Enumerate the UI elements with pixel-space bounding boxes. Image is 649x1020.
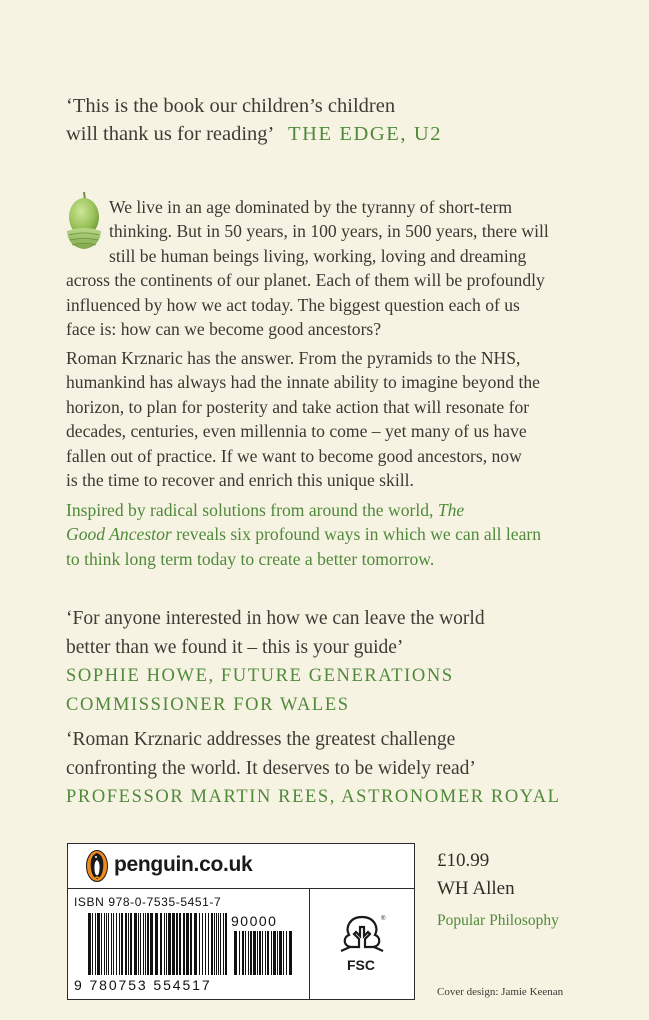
publisher: WH Allen: [437, 878, 515, 899]
blurb-p2-line: Roman Krznaric has the answer. From the pyramids to the NHS,: [66, 348, 521, 368]
addon-barcode-bars: [234, 931, 294, 975]
barcode-bar: [267, 931, 269, 975]
barcode-bar: [95, 913, 96, 975]
quote-2-attribution: COMMISSIONER FOR WALES: [66, 695, 350, 715]
barcode-bar: [223, 913, 224, 975]
price-code: 90000: [231, 913, 278, 929]
barcode-bar: [202, 913, 203, 975]
barcode-bar: [248, 931, 249, 975]
barcode-bar: [145, 913, 146, 975]
barcode-bar: [186, 913, 189, 975]
blurb-paragraph-3: [66, 498, 626, 571]
barcode-bar: [250, 931, 252, 975]
barcode-bar: [97, 913, 100, 975]
barcode-bar: [286, 931, 287, 975]
barcode-bar: [176, 913, 178, 975]
barcode-bar: [245, 931, 246, 975]
barcode-bar: [289, 931, 292, 975]
book-title-part: Good Ancestor: [66, 524, 172, 545]
barcode-bar: [179, 913, 181, 975]
barcode-bar: [239, 931, 240, 975]
barcode-bar: [205, 913, 206, 975]
barcode-bar: [277, 931, 278, 975]
quote-3-line: confronting the world. It deserves to be widely read’: [66, 757, 476, 779]
barcode-bar: [113, 913, 114, 975]
barcode-bar: [92, 913, 93, 975]
barcode-bar: [194, 913, 197, 975]
quote-3-line: ‘Roman Krznaric addresses the greatest challenge: [66, 729, 456, 750]
isbn-text: ISBN 978-0-7535-5451-7: [74, 895, 222, 909]
barcode-bar: [128, 913, 129, 975]
barcode-bar: [218, 913, 219, 975]
quote-2-line: ‘For anyone interested in how we can leave the world: [66, 608, 485, 629]
category: Popular Philosophy: [437, 912, 559, 929]
fsc-label: FSC: [347, 957, 375, 973]
barcode-bar: [104, 913, 105, 975]
barcode-bar: [211, 913, 213, 975]
blurb-p1-line: influenced by how we act today. The biggest question each of us: [66, 294, 520, 315]
blurb-p2-line: is the time to recover and enrich this unique skill.: [66, 470, 414, 491]
blurb-p1-line: across the continents of our planet. Each of them will be profoundly: [66, 270, 545, 291]
barcode-bar: [279, 931, 282, 975]
barcode-bar: [130, 913, 132, 975]
isbn-area: [68, 889, 310, 999]
barcode-digits: 9 780753 554517: [74, 977, 212, 993]
barcode-bar: [116, 913, 117, 975]
barcode-bar: [101, 913, 102, 975]
blurb-paragraph-1: [66, 195, 626, 341]
barcode-box: [67, 843, 415, 1000]
barcode-bar: [208, 913, 209, 975]
website-link[interactable]: penguin.co.uk: [114, 853, 253, 876]
barcode-bar: [214, 913, 215, 975]
barcode-bar: [155, 913, 158, 975]
quote-2: [66, 604, 485, 720]
blurb-p2-line: decades, centuries, even millennia to come – yet many of us have: [66, 421, 527, 442]
barcode-bar: [273, 931, 276, 975]
barcode-bar: [168, 913, 171, 975]
blurb-p1-line: thinking. But in 50 years, in 100 years, in 500 years, there will: [109, 221, 549, 242]
barcode-bar: [111, 913, 112, 975]
barcode-bar: [164, 913, 165, 975]
barcode-bar: [125, 913, 127, 975]
barcode-bar: [134, 913, 137, 975]
blurb-p3-text: Inspired by radical solutions from around the world,: [66, 500, 438, 520]
price: £10.99: [437, 850, 490, 871]
barcode-bar: [234, 931, 237, 975]
barcode-bar: [143, 913, 144, 975]
barcode-bar: [150, 913, 153, 975]
barcode-bar: [108, 913, 109, 975]
blurb-p2-line: humankind has always had the innate ability to imagine beyond the: [66, 372, 540, 393]
book-title-part: The: [437, 500, 465, 520]
barcode-bar: [199, 913, 200, 975]
blurb-paragraph-2: [66, 346, 626, 492]
barcode-bar: [166, 913, 167, 975]
barcode-bar: [220, 913, 221, 975]
barcode-bar: [172, 913, 175, 975]
blurb-p1-line: still be human beings living, working, loving and dreaming: [109, 245, 527, 266]
blurb-p2-line: horizon, to plan for posterity and take action that will resonate for: [66, 396, 530, 417]
blurb-p1-line: face is: how can we become good ancestors?: [66, 319, 382, 340]
barcode-bar: [259, 931, 261, 975]
barcode-bar: [253, 931, 256, 975]
blurb-p2-line: fallen out of practice. If we want to become good ancestors, now: [66, 445, 522, 466]
barcode-bar: [242, 931, 244, 975]
barcode-bar: [190, 913, 192, 975]
barcode-bar: [283, 931, 284, 975]
barcode-bar: [262, 931, 263, 975]
barcode-bars: [88, 913, 228, 975]
barcode-bar: [216, 913, 217, 975]
barcode-bar: [225, 913, 227, 975]
barcode-bar: [147, 913, 149, 975]
quote-3-attribution: PROFESSOR MARTIN REES, ASTRONOMER ROYAL: [66, 787, 561, 807]
top-quote: [66, 92, 442, 148]
quote-2-attribution: SOPHIE HOWE, FUTURE GENERATIONS: [66, 666, 454, 686]
barcode-bar: [265, 931, 266, 975]
barcode-bar: [183, 913, 185, 975]
quote-3: [66, 726, 561, 812]
cover-credit: Cover design: Jamie Keenan: [437, 986, 564, 998]
barcode-bar: [257, 931, 258, 975]
blurb-p3-text: to think long term today to create a better tomorrow.: [66, 548, 435, 569]
fsc-tree-icon: [337, 913, 387, 953]
quote-2-line: better than we found it – this is your guide’: [66, 637, 404, 658]
svg-text:®: ®: [381, 916, 386, 922]
penguin-header: [68, 844, 414, 889]
barcode-bar: [160, 913, 162, 975]
barcode-bar: [121, 913, 123, 975]
barcode-bar: [140, 913, 141, 975]
top-quote-line1: ‘This is the book our children’s children: [66, 95, 396, 117]
barcode-bar: [271, 931, 272, 975]
blurb-p3-text: reveals six profound ways in which we can all learn: [171, 524, 542, 545]
barcode-bar: [106, 913, 107, 975]
barcode-bar: [138, 913, 139, 975]
blurb-p1-line: We live in an age dominated by the tyranny of short-term: [109, 197, 513, 217]
barcode-bar: [119, 913, 120, 975]
top-quote-line2: will thank us for reading’: [66, 123, 273, 145]
penguin-logo-icon: [86, 850, 108, 882]
fsc-area: [311, 889, 414, 999]
barcode-bar: [88, 913, 91, 975]
top-quote-attribution: THE EDGE, U2: [287, 123, 443, 145]
